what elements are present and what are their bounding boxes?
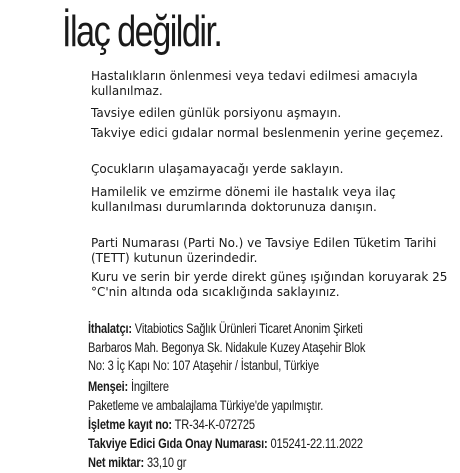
net-weight-value: 33,10 gr xyxy=(144,455,187,470)
registration-value: TR-34-K-072725 xyxy=(171,417,255,432)
importer-line-1 xyxy=(88,320,416,339)
importer-block xyxy=(88,320,416,376)
importer-address-line-3: No: 3 İç Kapı No: 107 Ataşehir / İstanbul, Türkiye xyxy=(88,358,319,373)
approval-row xyxy=(88,435,416,454)
origin-value: İngiltere xyxy=(128,379,169,394)
net-weight-label: Net miktar: xyxy=(88,455,145,470)
warning-batch-number: Parti Numarası (Parti No.) ve Tavsiye Edilen Tüketim Tarihi (TETT) kutunun üzerindedir. xyxy=(91,236,437,265)
packaging-note: Paketleme ve ambalajlama Türkiye'de yapılmıştır. xyxy=(88,398,324,413)
warning-not-meal-replacement: Takviye edici gıdalar normal beslenmenin yerine geçemez. xyxy=(91,126,444,140)
registration-label: İşletme kayıt no: xyxy=(88,417,172,432)
importer-address-line-2: Barbaros Mah. Begonya Sk. Nidakule Kuzey Ataşehir Blok xyxy=(88,339,366,355)
net-weight-row xyxy=(88,454,416,473)
warning-not-for-treatment: Hastalıkların önlenmesi veya tedavi edilmesi amacıyla kullanılmaz. xyxy=(91,69,418,98)
importer-name: Vitabiotics Sağlık Ürünleri Ticaret Anonim Şirketi xyxy=(131,321,363,336)
approval-value: 015241-22.11.2022 xyxy=(267,436,363,451)
registration-row xyxy=(88,416,416,435)
approval-label: Takviye Edici Gıda Onay Numarası: xyxy=(88,436,268,451)
origin-label: Menşei: xyxy=(88,379,129,394)
warning-children: Çocukların ulaşamayacağı yerde saklayın. xyxy=(91,162,344,176)
warning-pregnancy: Hamilelik ve emzirme dönemi ile hastalık veya ilaç kullanılması durumlarında doktorunuza danışın. xyxy=(91,185,396,214)
page-title: İlaç değildir. xyxy=(62,7,222,56)
warning-storage: Kuru ve serin bir yerde direkt güneş ışığından koruyarak 25 °C'nin altında oda sıcaklığında saklayınız. xyxy=(91,270,448,299)
warning-daily-dose: Tavsiye edilen günlük porsiyonu aşmayın. xyxy=(91,106,342,120)
origin-row xyxy=(88,378,416,397)
importer-label: İthalatçı: xyxy=(88,321,132,336)
